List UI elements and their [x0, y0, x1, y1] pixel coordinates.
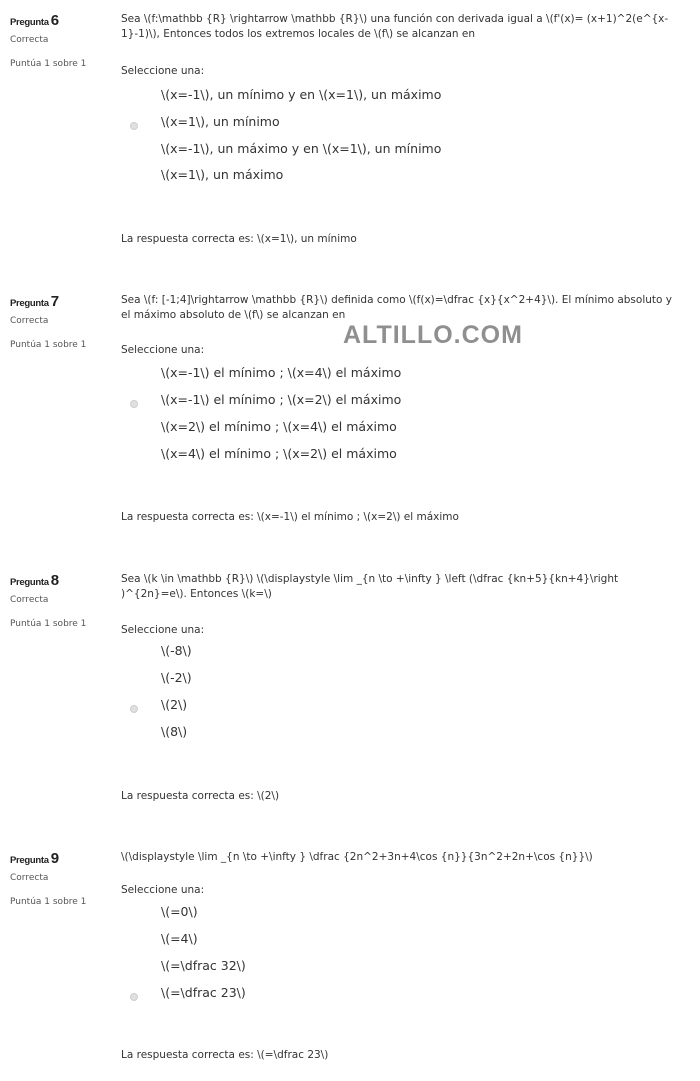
answer-option[interactable]: [121, 141, 681, 163]
question-state: Correcta: [10, 316, 49, 326]
question-number: 8: [50, 572, 59, 589]
question-number: 7: [50, 293, 59, 310]
select-prompt: Seleccione una:: [121, 884, 205, 896]
answer-option-label: \(8\): [161, 724, 188, 739]
answer-option-label: \(x=1\), un máximo: [161, 167, 284, 182]
question-content: [121, 850, 681, 1061]
answer-option[interactable]: [121, 931, 681, 953]
answer-option-label: \(x=1\), un mínimo: [161, 114, 280, 129]
answer-option[interactable]: [121, 392, 681, 414]
answer-option-label: \(=\dfrac 23\): [161, 985, 246, 1000]
answer-option-label: \(x=2\) el mínimo ; \(x=4\) el máximo: [161, 419, 397, 434]
radio-selected-icon: [130, 122, 138, 130]
answer-option[interactable]: [121, 446, 681, 468]
question-grade: Puntúa 1 sobre 1: [10, 897, 87, 907]
select-prompt: Seleccione una:: [121, 65, 205, 77]
answer-option[interactable]: [121, 724, 681, 746]
answer-option[interactable]: [121, 697, 681, 719]
question-state: Correcta: [10, 873, 49, 883]
radio-selected-icon: [130, 400, 138, 408]
answer-option-label: \(2\): [161, 697, 188, 712]
question-text: Sea \(f: [-1;4]\rightarrow \mathbb {R}\) definida como \(f(x)=\dfrac {x}{x^2+4}\). El mínimo absoluto y el máximo absoluto de \(f\) se alcanzan en: [121, 294, 672, 321]
question-info: [10, 293, 110, 350]
answer-option[interactable]: [121, 958, 681, 980]
answer-option[interactable]: [121, 419, 681, 441]
answer-option-label: \(x=-1\) el mínimo ; \(x=4\) el máximo: [161, 365, 402, 380]
question-grade: Puntúa 1 sobre 1: [10, 340, 87, 350]
correct-answer-feedback: La respuesta correcta es: \(2\): [121, 790, 280, 802]
question-text: Sea \(k \in \mathbb {R}\) \(\displaystyle \lim _{n \to +\infty } \left (\dfrac {kn+5}{kn+4}\right )^{2n}=e\). Entonces \(k=\): [121, 573, 619, 600]
question-number: 9: [50, 850, 59, 867]
select-prompt: Seleccione una:: [121, 344, 205, 356]
answer-option[interactable]: [121, 365, 681, 387]
correct-answer-feedback: La respuesta correcta es: \(x=1\), un mínimo: [121, 233, 357, 245]
answer-option[interactable]: [121, 87, 681, 109]
answer-option[interactable]: [121, 904, 681, 926]
answer-option-label: \(x=4\) el mínimo ; \(x=2\) el máximo: [161, 446, 397, 461]
answer-option-label: \(-2\): [161, 670, 192, 685]
correct-answer-feedback: La respuesta correcta es: \(=\dfrac 23\): [121, 1049, 329, 1061]
answer-option[interactable]: [121, 167, 681, 189]
select-prompt: Seleccione una:: [121, 624, 205, 636]
answer-option-label: \(x=-1\), un máximo y en \(x=1\), un mínimo: [161, 141, 442, 156]
question-label: Pregunta 9: [10, 850, 59, 867]
question-label: Pregunta 6: [10, 12, 59, 29]
question-info: [10, 572, 110, 629]
question-number: 6: [50, 12, 59, 29]
question-text: \(\displaystyle \lim _{n \to +\infty } \dfrac {2n^2+3n+4\cos {n}}{3n^2+2n+\cos {n}}\): [121, 851, 593, 863]
answer-option-label: \(-8\): [161, 643, 192, 658]
question-grade: Puntúa 1 sobre 1: [10, 59, 87, 69]
answer-option[interactable]: [121, 643, 681, 665]
radio-selected-icon: [130, 993, 138, 1001]
question-state: Correcta: [10, 595, 49, 605]
answer-option[interactable]: [121, 985, 681, 1007]
watermark: ALTILLO.COM: [343, 321, 523, 349]
question-info: [10, 850, 110, 907]
answer-option[interactable]: [121, 670, 681, 692]
question-label: Pregunta 8: [10, 572, 59, 589]
question-content: [121, 572, 681, 802]
answer-option-label: \(=4\): [161, 931, 198, 946]
answer-option-label: \(=0\): [161, 904, 198, 919]
answer-option-label: \(x=-1\) el mínimo ; \(x=2\) el máximo: [161, 392, 402, 407]
radio-selected-icon: [130, 705, 138, 713]
answer-option[interactable]: [121, 114, 681, 136]
correct-answer-feedback: La respuesta correcta es: \(x=-1\) el mínimo ; \(x=2\) el máximo: [121, 511, 459, 523]
answer-option-label: \(x=-1\), un mínimo y en \(x=1\), un máximo: [161, 87, 442, 102]
question-label: Pregunta 7: [10, 293, 59, 310]
question-state: Correcta: [10, 35, 49, 45]
question-grade: Puntúa 1 sobre 1: [10, 619, 87, 629]
question-info: [10, 12, 110, 69]
answer-option-label: \(=\dfrac 32\): [161, 958, 246, 973]
question-content: [121, 12, 681, 245]
question-text: Sea \(f:\mathbb {R} \rightarrow \mathbb {R}\) una función con derivada igual a \(f'(x)= (x+1)^2(e^{x-1}-1)\), Entonces todos los extremos locales de \(f\) se alcanzan en: [121, 13, 669, 40]
